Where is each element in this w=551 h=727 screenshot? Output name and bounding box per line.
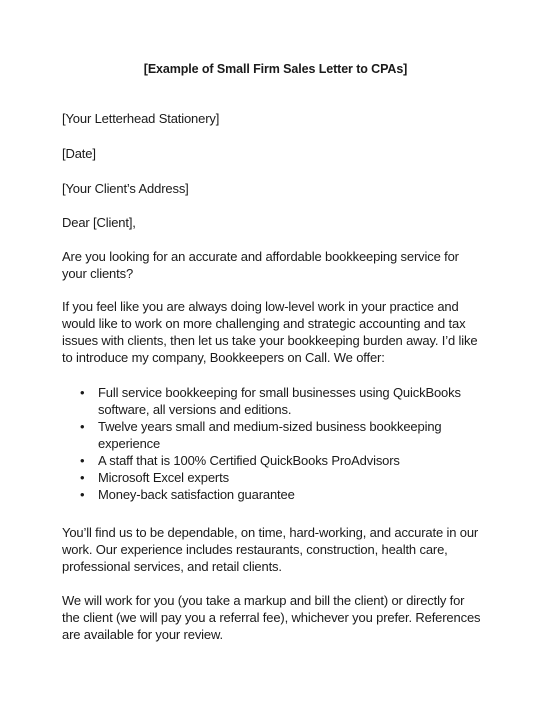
billing-line: the client (we will pay you a referral fee), whichever you prefer. References: [62, 610, 481, 625]
experience-line: You’ll find us to be dependable, on time, hard-working, and accurate in our: [62, 525, 479, 540]
billing-paragraph: [62, 592, 502, 643]
offer-line: If you feel like you are always doing low-level work in your practice and: [62, 299, 459, 314]
list-item: [62, 384, 502, 418]
letterhead-placeholder: [Your Letterhead Stationery]: [62, 111, 220, 126]
salutation: Dear [Client],: [62, 215, 136, 230]
list-item-text: Microsoft Excel experts: [98, 470, 229, 485]
list-item-text: software, all versions and editions.: [98, 402, 292, 417]
billing-line: are available for your review.: [62, 627, 223, 642]
bullet-icon: •: [80, 453, 85, 468]
intro-line: your clients?: [62, 266, 134, 281]
list-item: [62, 486, 502, 503]
bullet-icon: •: [80, 419, 85, 434]
experience-line: professional services, and retail clients.: [62, 559, 282, 574]
list-item: [62, 418, 502, 452]
experience-line: work. Our experience includes restaurants, construction, health care,: [62, 542, 448, 557]
offer-line: to introduce my company, Bookkeepers on Call. We offer:: [62, 350, 385, 365]
intro-line: Are you looking for an accurate and affordable bookkeeping service for: [62, 249, 459, 264]
list-item-text: Twelve years small and medium-sized business bookkeeping: [98, 419, 442, 434]
services-list: [62, 384, 502, 503]
list-item: [62, 469, 502, 486]
letter-title: [Example of Small Firm Sales Letter to CPAs]: [143, 62, 408, 76]
billing-line: We will work for you (you take a markup and bill the client) or directly for: [62, 593, 465, 608]
list-item-text: A staff that is 100% Certified QuickBooks ProAdvisors: [98, 453, 400, 468]
bullet-icon: •: [80, 385, 85, 400]
list-item-text: experience: [98, 436, 161, 451]
bullet-icon: •: [80, 487, 85, 502]
offer-line: would like to work on more challenging and strategic accounting and tax: [62, 316, 466, 331]
list-item: [62, 452, 502, 469]
date-placeholder: [Date]: [62, 146, 96, 161]
list-item-text: Money-back satisfaction guarantee: [98, 487, 295, 502]
offer-paragraph: [62, 298, 502, 366]
client-address-placeholder: [Your Client’s Address]: [62, 181, 189, 196]
bullet-icon: •: [80, 470, 85, 485]
intro-paragraph: [62, 248, 502, 282]
offer-line: issues with clients, then let us take your bookkeeping burden away. I’d like: [62, 333, 478, 348]
experience-paragraph: [62, 524, 502, 575]
list-item-text: Full service bookkeeping for small businesses using QuickBooks: [98, 385, 461, 400]
